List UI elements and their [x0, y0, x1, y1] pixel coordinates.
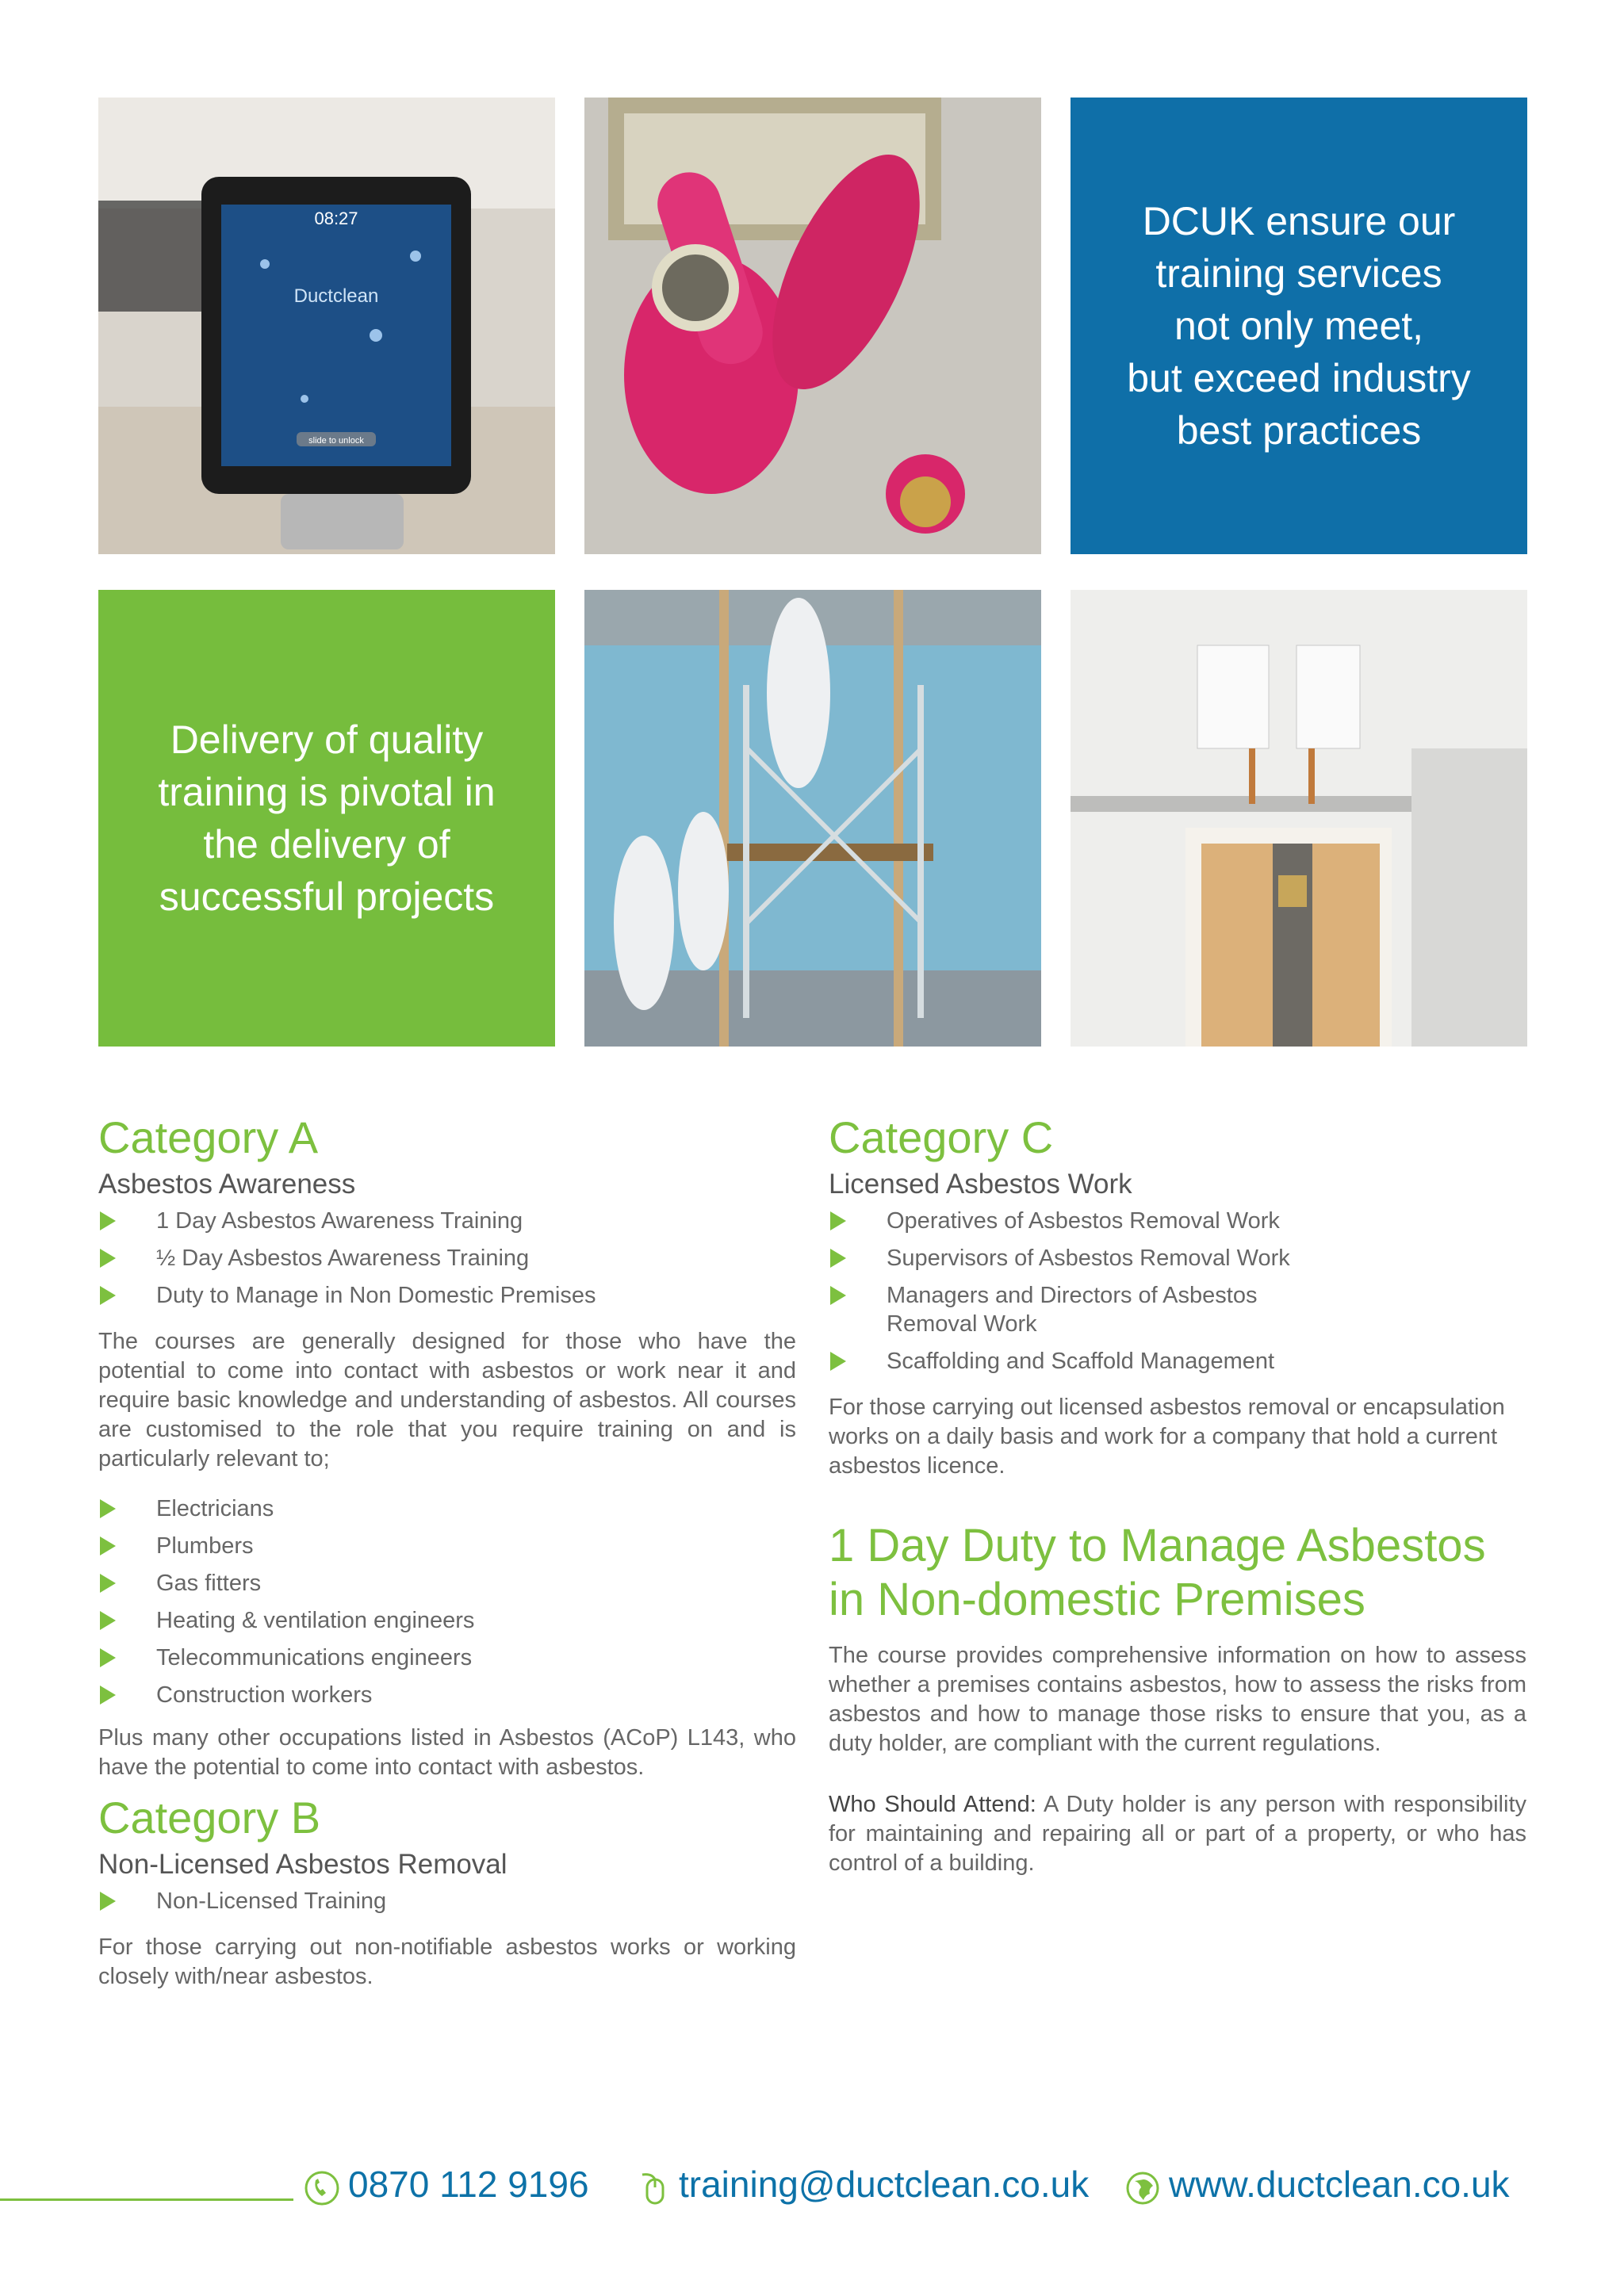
category-c-description: For those carrying out licensed asbestos removal or encapsulation works on a daily basis and work for a company that hold a current asbestos licence.: [829, 1395, 1505, 1479]
quote-tile-green: [98, 590, 555, 1047]
tablet-brand: Ductclean: [293, 285, 379, 307]
phone-icon: [304, 2166, 340, 2202]
list-item: Construction workers: [98, 1681, 796, 1709]
globe-icon: [1124, 2166, 1161, 2202]
list-item: Plumbers: [98, 1532, 796, 1560]
quote-tile-blue: [1071, 98, 1527, 554]
who-should-attend-text: A Duty holder is any person with responsibility for maintaining and repairing all or part of a property, or who has control of a building.: [829, 1792, 1526, 1876]
list-item: Gas fitters: [98, 1569, 796, 1598]
list-item: Operatives of Asbestos Removal Work: [829, 1207, 1526, 1235]
list-item: Duty to Manage in Non Domestic Premises: [98, 1281, 796, 1310]
tablet-photo: [98, 98, 555, 554]
list-item: Telecommunications engineers: [98, 1644, 796, 1672]
who-should-attend: [829, 1790, 1526, 1878]
enclosure-scaffold-photo: [584, 590, 1041, 1047]
list-item: Managers and Directors of Asbestos Removal Work: [829, 1281, 1526, 1338]
category-a-subtitle: Asbestos Awareness: [98, 1169, 356, 1200]
footer-phone[interactable]: [304, 2156, 589, 2212]
category-a-title: Category A: [98, 1112, 319, 1162]
footer-web[interactable]: [1124, 2156, 1510, 2212]
duty-title-line-2: in Non-domestic Premises: [829, 1574, 1365, 1625]
category-b-subtitle: Non-Licensed Asbestos Removal: [98, 1849, 508, 1880]
duty-title-line-1: 1 Day Duty to Manage Asbestos: [829, 1520, 1486, 1571]
asbestos-worker-photo: [584, 98, 1041, 554]
list-item: Supervisors of Asbestos Removal Work: [829, 1244, 1526, 1272]
tablet-slider-text: slide to unlock: [308, 436, 364, 446]
list-item: Heating & ventilation engineers: [98, 1606, 796, 1635]
list-item: Electricians: [98, 1494, 796, 1523]
duty-to-manage-description: The course provides comprehensive information on how to assess whether a premises contains asbestos, how to assess the risks from asbestos and how to manage those risks to ensure that you, as a duty holder, are compliant with the current regulations.: [829, 1643, 1526, 1756]
footer-email[interactable]: [634, 2156, 1089, 2212]
left-column: [98, 1110, 796, 1992]
right-column: [829, 1110, 1526, 1878]
mouse-icon: [634, 2166, 671, 2202]
list-item: ½ Day Asbestos Awareness Training: [98, 1244, 796, 1272]
category-b-description: For those carrying out non-notifiable asbestos works or working closely with/near asbestos.: [98, 1934, 796, 1989]
category-c-course-list: [829, 1207, 1526, 1376]
category-c-subtitle: Licensed Asbestos Work: [829, 1169, 1132, 1200]
footer: [0, 2156, 1624, 2220]
quote-text-blue: DCUK ensure our training services not only meet, but exceed industry best practices: [1127, 199, 1471, 453]
list-item: Scaffolding and Scaffold Management: [829, 1347, 1526, 1376]
website-link[interactable]: www.ductclean.co.uk: [1169, 2164, 1510, 2205]
category-a-course-list: [98, 1207, 796, 1310]
who-should-attend-label: Who Should Attend:: [829, 1792, 1036, 1817]
occupation-list: [98, 1494, 796, 1709]
footer-divider: [0, 2198, 293, 2201]
tablet-clock: 08:27: [314, 209, 358, 228]
category-b-course-list: [98, 1887, 796, 1915]
email-link[interactable]: training@ductclean.co.uk: [679, 2164, 1090, 2205]
quote-text-green: Delivery of quality training is pivotal in the delivery of successful projects: [158, 718, 496, 919]
category-c-title: Category C: [829, 1112, 1054, 1162]
category-a-description: The courses are generally designed for those who have the potential to come into contact with asbestos or work near it and require basic knowledge and understanding of asbestos. All courses are customised to the role that you require training on and is particularly relevant to;: [98, 1329, 796, 1471]
category-a-footnote: Plus many other occupations listed in Asbestos (ACoP) L143, who have the potential to come into contact with asbestos.: [98, 1725, 796, 1780]
boiler-room-photo: [1071, 590, 1527, 1047]
list-item: Non-Licensed Training: [98, 1887, 796, 1915]
category-b-title: Category B: [98, 1793, 321, 1843]
phone-number[interactable]: 0870 112 9196: [348, 2164, 589, 2205]
list-item: 1 Day Asbestos Awareness Training: [98, 1207, 796, 1235]
duty-to-manage-title: [829, 1519, 1526, 1627]
